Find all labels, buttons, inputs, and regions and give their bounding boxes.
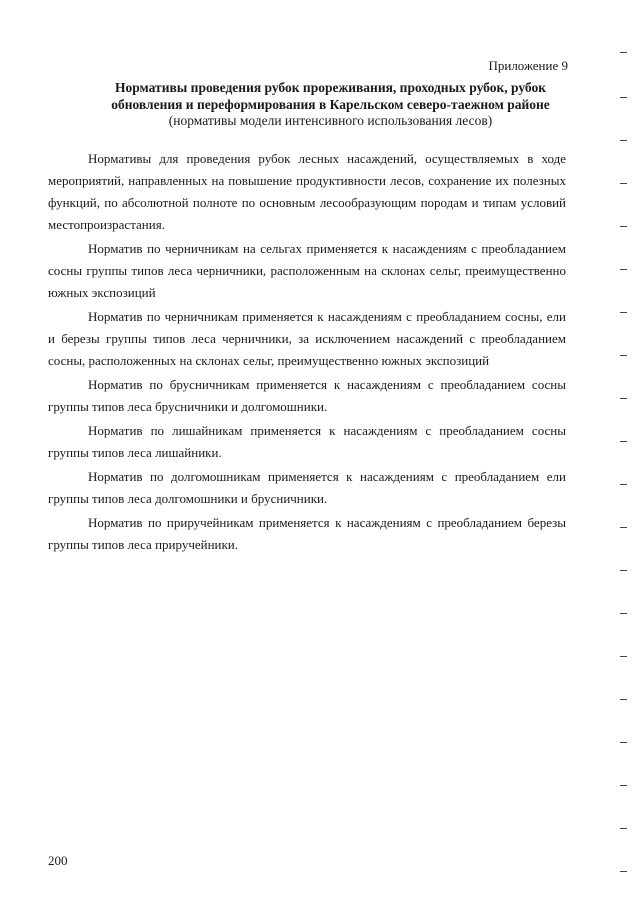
document-body [48,148,566,558]
scan-mark [620,398,627,399]
document-title-line-2: обновления и переформирования в Карельском северо-таежном районе [111,96,550,112]
scan-mark [620,570,627,571]
document-subtitle: (нормативы модели интенсивного использования лесов) [168,113,493,128]
scan-mark [620,527,627,528]
paragraph: Норматив по лишайникам применяется к насаждениям с преобладанием сосны группы типов леса лишайники. [48,423,566,460]
scan-margin-marks [620,0,630,905]
paragraph: Нормативы для проведения рубок лесных насаждений, осуществляемых в ходе мероприятий, направленных на повышение продуктивности лесов, сохранение их полезных функций, по абсолютной полноте по основным лесообразующим породам и типам условий местопроизрастания. [48,151,566,232]
scan-mark [620,699,627,700]
scan-mark [620,441,627,442]
scan-mark [620,742,627,743]
scan-mark [620,183,627,184]
paragraph: Норматив по черничникам применяется к насаждениям с преобладанием сосны, ели и березы группы типов леса черничники, за исключением насаждений с преобладанием сосны, расположенных на склонах сельг, преимущественно южных экспозиций [48,309,566,368]
scan-mark [620,828,627,829]
scan-mark [620,785,627,786]
scan-mark [620,97,627,98]
scan-mark [620,312,627,313]
document-title-block [48,80,613,130]
page-number: 200 [48,853,68,868]
scan-mark [620,871,627,872]
scan-mark [620,269,627,270]
scan-mark [620,355,627,356]
paragraph: Норматив по долгомошникам применяется к насаждениям с преобладанием ели группы типов леса долгомошники и брусничники. [48,469,566,506]
paragraph: Норматив по брусничникам применяется к насаждениям с преобладанием сосны группы типов леса брусничники и долгомошники. [48,377,566,414]
scan-mark [620,656,627,657]
paragraph: Норматив по приручейникам применяется к насаждениям с преобладанием березы группы типов леса приручейники. [48,515,566,552]
paragraph: Норматив по черничникам на сельгах применяется к насаждениям с преобладанием сосны группы типов леса черничники, расположенным на склонах сельг, преимущественно южных экспозиций [48,241,566,300]
appendix-label: Приложение 9 [488,58,568,73]
scan-mark [620,52,627,53]
scan-mark [620,226,627,227]
scan-mark [620,484,627,485]
scan-mark [620,613,627,614]
scan-mark [620,140,627,141]
document-title-line-1: Нормативы проведения рубок прореживания, проходных рубок, рубок [115,80,546,95]
